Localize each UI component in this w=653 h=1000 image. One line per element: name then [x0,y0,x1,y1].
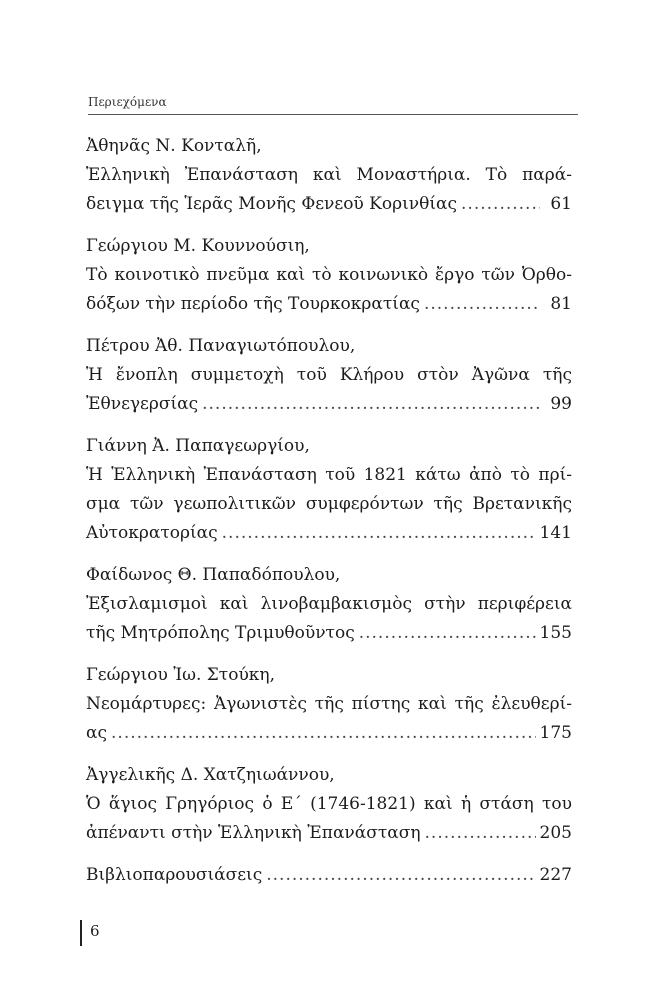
toc-title-text: δειγμα τῆς Ἱερᾶς Μονῆς Φενεοῦ Κορινθίας [86,194,458,214]
toc-author: Γεώργιου Ἰω. Στούκη, [86,665,275,685]
toc-title-line: Ὁ ἅγιος Γρηγόριος ὁ Ε΄ (1746-1821) καὶ ἡ στάση του [86,794,572,814]
toc-title-last-line [86,290,572,319]
toc-title-last-line [86,819,572,848]
toc-title-line: Ἐξισλαμισμοὶ καὶ λινοβαμβακισμὸς στὴν περιφέρεια [86,594,572,614]
toc-page-number: 141 [539,523,572,543]
toc-page-number: 81 [550,294,572,314]
toc-title-text: ἀπέναντι στὴν Ἑλληνικὴ Ἐπανάσταση [86,823,421,843]
toc-title-last-line [86,519,572,548]
toc-title-line: Ἡ Ἑλληνικὴ Ἐπανάσταση τοῦ 1821 κάτω ἀπὸ τὸ πρί- [86,465,572,485]
dot-leader [111,719,536,748]
toc-author: Γεώργιου Μ. Κουννούσιη, [86,236,310,256]
dot-leader [461,190,540,219]
dot-leader [359,619,536,648]
running-header: Περιεχόμενα [88,95,167,109]
toc-entry[interactable] [86,761,572,848]
toc-title-line: Ἡ ἔνοπλη συμμετοχὴ τοῦ Κλήρου στὸν Ἀγῶνα τῆς [86,365,572,385]
toc-title-line: Ἑλληνικὴ Ἐπανάσταση καὶ Μοναστήρια. Τὸ παρά- [86,165,572,185]
toc-title-line: σμα τῶν γεωπολιτικῶν συμφερόντων τῆς Βρετανικῆς [86,494,572,514]
toc-title-line: Νεομάρτυρες: Ἀγωνιστὲς τῆς πίστης καὶ τῆς ἐλευθερί- [86,694,572,714]
toc-entry[interactable] [86,861,572,890]
toc-title-text: δόξων τὴν περίοδο τῆς Τουρκοκρατίας [86,294,420,314]
toc-author: Γιάννη Ἀ. Παπαγεωργίου, [86,436,310,456]
toc-title-text: Βιβλιοπαρουσιάσεις [86,865,263,885]
toc-author: Φαίδωνος Θ. Παπαδόπουλου, [86,565,341,585]
toc-entry[interactable] [86,332,572,419]
toc-entry[interactable] [86,132,572,219]
toc-title-last-line [86,390,572,419]
table-of-contents [86,132,572,903]
dot-leader [425,819,536,848]
toc-title-text: ας [86,723,108,743]
header-rule [88,114,578,115]
toc-page-number: 175 [539,723,572,743]
toc-title-last-line [86,619,572,648]
toc-page-number: 205 [539,823,572,843]
toc-author: Ἀθηνᾶς Ν. Κονταλῆ, [86,136,262,156]
toc-page-number: 99 [550,394,572,414]
dot-leader [266,861,535,890]
footer-margin-bar [80,920,82,946]
toc-page-number: 61 [550,194,572,214]
toc-author: Πέτρου Ἀθ. Παναγιωτόπουλου, [86,336,356,356]
toc-page-number: 227 [539,865,572,885]
dot-leader [222,519,536,548]
toc-title-text: Ἐθνεγερσίας [86,394,199,414]
toc-entry[interactable] [86,661,572,748]
toc-title-line: Τὸ κοινοτικὸ πνεῦμα καὶ τὸ κοινωνικὸ ἔργο τῶν Ὀρθο- [86,265,572,285]
toc-title-last-line [86,861,572,890]
dot-leader [424,290,540,319]
toc-entry[interactable] [86,561,572,648]
toc-title-last-line [86,190,572,219]
toc-title-text: τῆς Μητρόπολης Τριμυθοῦντος [86,623,355,643]
toc-title-text: Αὐτοκρατορίας [86,523,218,543]
dot-leader [202,390,540,419]
toc-page-number: 155 [539,623,572,643]
toc-entry[interactable] [86,232,572,319]
toc-author: Ἀγγελικῆς Δ. Χατζηιωάννου, [86,765,335,785]
toc-entry[interactable] [86,432,572,548]
page-number: 6 [90,922,100,940]
toc-title-last-line [86,719,572,748]
